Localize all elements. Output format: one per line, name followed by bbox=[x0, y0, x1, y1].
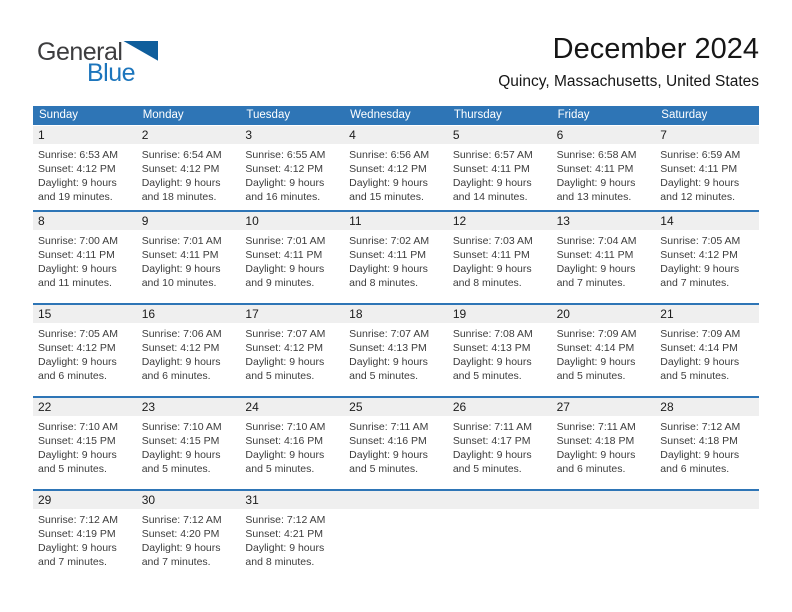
sunset-text: Sunset: 4:16 PM bbox=[349, 435, 427, 447]
day-cell-empty bbox=[552, 509, 656, 569]
sunset-text: Sunset: 4:17 PM bbox=[452, 435, 531, 447]
day-cell bbox=[344, 323, 448, 383]
sunset-text: Sunset: 4:11 PM bbox=[141, 249, 219, 261]
weekday-tuesday: Tuesday bbox=[246, 109, 291, 121]
daylight-text: Daylight: 9 hours and 15 minutes. bbox=[349, 177, 428, 203]
day-cell bbox=[552, 416, 656, 476]
sunrise-text: Sunrise: 7:04 AM bbox=[556, 235, 637, 247]
day-cell bbox=[137, 509, 241, 569]
day-number-band bbox=[33, 398, 759, 416]
sunset-text: Sunset: 4:11 PM bbox=[452, 163, 530, 175]
daylight-text: Daylight: 9 hours and 5 minutes. bbox=[556, 356, 636, 382]
daylight-text: Daylight: 9 hours and 8 minutes. bbox=[245, 542, 325, 568]
day-number: 19 bbox=[452, 307, 467, 321]
sunset-text: Sunset: 4:21 PM bbox=[245, 528, 324, 540]
day-number: 22 bbox=[38, 400, 52, 414]
daylight-text: Daylight: 9 hours and 8 minutes. bbox=[452, 263, 532, 289]
weekday-saturday: Saturday bbox=[661, 109, 708, 121]
day-number: 6 bbox=[556, 128, 564, 142]
calendar-grid bbox=[33, 106, 759, 582]
day-number: 12 bbox=[452, 214, 467, 228]
day-number-band bbox=[33, 305, 759, 323]
daylight-text: Daylight: 9 hours and 12 minutes. bbox=[660, 177, 740, 203]
day-number: 13 bbox=[556, 214, 570, 228]
sunrise-text: Sunrise: 6:59 AM bbox=[660, 149, 741, 161]
day-cell bbox=[655, 416, 759, 476]
sunset-text: Sunset: 4:12 PM bbox=[141, 342, 220, 354]
day-cell bbox=[344, 144, 448, 204]
weekday-header-row bbox=[33, 106, 759, 125]
day-cell bbox=[448, 416, 552, 476]
day-cell bbox=[137, 323, 241, 383]
sunset-text: Sunset: 4:13 PM bbox=[452, 342, 531, 354]
daylight-text: Daylight: 9 hours and 19 minutes. bbox=[38, 177, 117, 203]
day-number: 5 bbox=[452, 128, 460, 142]
sunset-text: Sunset: 4:11 PM bbox=[556, 249, 634, 261]
sunset-text: Sunset: 4:11 PM bbox=[38, 249, 115, 261]
day-details-row bbox=[33, 416, 759, 476]
daylight-text: Daylight: 9 hours and 14 minutes. bbox=[452, 177, 532, 203]
day-cell bbox=[240, 230, 344, 290]
sunset-text: Sunset: 4:11 PM bbox=[349, 249, 426, 261]
weekday-friday: Friday bbox=[557, 109, 590, 121]
sunrise-text: Sunrise: 7:10 AM bbox=[38, 421, 118, 433]
day-number: 28 bbox=[660, 400, 674, 414]
weekday-thursday: Thursday bbox=[453, 109, 502, 121]
day-number-empty bbox=[552, 491, 656, 509]
sunrise-text: Sunrise: 7:11 AM bbox=[349, 421, 429, 433]
sunrise-text: Sunrise: 7:12 AM bbox=[141, 514, 222, 526]
sunset-text: Sunset: 4:14 PM bbox=[660, 342, 738, 354]
sunrise-text: Sunrise: 7:10 AM bbox=[141, 421, 222, 433]
daylight-text: Daylight: 9 hours and 9 minutes. bbox=[245, 263, 325, 289]
day-cell bbox=[344, 416, 448, 476]
weekday-sunday: Sunday bbox=[39, 109, 79, 121]
daylight-text: Daylight: 9 hours and 5 minutes. bbox=[349, 356, 428, 382]
logo-text-general: General bbox=[37, 38, 123, 66]
daylight-text: Daylight: 9 hours and 18 minutes. bbox=[141, 177, 221, 203]
day-number: 1 bbox=[38, 128, 45, 142]
sunrise-text: Sunrise: 7:09 AM bbox=[556, 328, 637, 340]
sunrise-text: Sunrise: 6:57 AM bbox=[452, 149, 533, 161]
day-number: 27 bbox=[556, 400, 570, 414]
page-title: December 2024 bbox=[552, 33, 759, 65]
day-number: 4 bbox=[349, 128, 356, 142]
daylight-text: Daylight: 9 hours and 5 minutes. bbox=[38, 449, 117, 475]
week-row bbox=[33, 210, 759, 303]
day-number: 20 bbox=[556, 307, 570, 321]
day-number: 29 bbox=[38, 493, 52, 507]
sunrise-text: Sunrise: 7:11 AM bbox=[556, 421, 636, 433]
day-cell bbox=[240, 323, 344, 383]
sunset-text: Sunset: 4:15 PM bbox=[38, 435, 116, 447]
weekday-wednesday: Wednesday bbox=[350, 109, 411, 121]
sunset-text: Sunset: 4:20 PM bbox=[141, 528, 220, 540]
sunset-text: Sunset: 4:11 PM bbox=[660, 163, 738, 175]
day-number: 18 bbox=[349, 307, 363, 321]
sunset-text: Sunset: 4:12 PM bbox=[349, 163, 427, 175]
day-cell bbox=[240, 144, 344, 204]
day-number: 25 bbox=[349, 400, 363, 414]
day-cell bbox=[655, 323, 759, 383]
day-number: 16 bbox=[141, 307, 156, 321]
sunset-text: Sunset: 4:12 PM bbox=[141, 163, 220, 175]
page-subtitle: Quincy, Massachusetts, United States bbox=[498, 72, 759, 90]
day-number-band bbox=[33, 491, 759, 509]
sunset-text: Sunset: 4:13 PM bbox=[349, 342, 427, 354]
day-cell-empty bbox=[344, 509, 448, 569]
day-cell bbox=[448, 144, 552, 204]
week-row bbox=[33, 489, 759, 582]
sunrise-text: Sunrise: 7:01 AM bbox=[141, 235, 222, 247]
weekday-monday: Monday bbox=[142, 109, 184, 121]
day-number: 9 bbox=[141, 214, 149, 228]
day-number: 14 bbox=[660, 214, 674, 228]
sunset-text: Sunset: 4:12 PM bbox=[245, 342, 324, 354]
sunset-text: Sunset: 4:16 PM bbox=[245, 435, 324, 447]
sunrise-text: Sunrise: 7:05 AM bbox=[38, 328, 118, 340]
sunrise-text: Sunrise: 6:53 AM bbox=[38, 149, 118, 161]
general-blue-logo bbox=[37, 40, 158, 86]
sunset-text: Sunset: 4:14 PM bbox=[556, 342, 635, 354]
sunset-text: Sunset: 4:12 PM bbox=[245, 163, 324, 175]
day-details-row bbox=[33, 509, 759, 569]
sunrise-text: Sunrise: 6:55 AM bbox=[245, 149, 326, 161]
day-cell bbox=[33, 230, 137, 290]
daylight-text: Daylight: 9 hours and 6 minutes. bbox=[141, 356, 221, 382]
day-number-band bbox=[33, 212, 759, 230]
week-row bbox=[33, 126, 759, 210]
sunrise-text: Sunrise: 7:12 AM bbox=[38, 514, 118, 526]
day-cell bbox=[448, 323, 552, 383]
sunrise-text: Sunrise: 7:08 AM bbox=[452, 328, 533, 340]
day-number-band bbox=[33, 126, 759, 144]
daylight-text: Daylight: 9 hours and 5 minutes. bbox=[452, 356, 532, 382]
day-number-empty bbox=[344, 491, 448, 509]
sunrise-text: Sunrise: 7:07 AM bbox=[245, 328, 326, 340]
day-number: 11 bbox=[349, 214, 362, 228]
day-number: 23 bbox=[141, 400, 156, 414]
day-cell-empty bbox=[448, 509, 552, 569]
daylight-text: Daylight: 9 hours and 16 minutes. bbox=[245, 177, 325, 203]
day-cell bbox=[344, 230, 448, 290]
daylight-text: Daylight: 9 hours and 5 minutes. bbox=[245, 449, 325, 475]
day-number: 10 bbox=[245, 214, 259, 228]
day-cell bbox=[137, 144, 241, 204]
sunset-text: Sunset: 4:18 PM bbox=[556, 435, 635, 447]
sunset-text: Sunset: 4:15 PM bbox=[141, 435, 220, 447]
sunrise-text: Sunrise: 7:09 AM bbox=[660, 328, 741, 340]
day-cell bbox=[552, 323, 656, 383]
day-details-row bbox=[33, 323, 759, 383]
title-block bbox=[498, 34, 759, 91]
sunset-text: Sunset: 4:12 PM bbox=[38, 163, 116, 175]
sunrise-text: Sunrise: 7:11 AM bbox=[452, 421, 533, 433]
sunrise-text: Sunrise: 6:54 AM bbox=[141, 149, 222, 161]
sunrise-text: Sunrise: 7:05 AM bbox=[660, 235, 741, 247]
sunrise-text: Sunrise: 6:56 AM bbox=[349, 149, 430, 161]
sunset-text: Sunset: 4:11 PM bbox=[452, 249, 530, 261]
day-number: 31 bbox=[245, 493, 259, 507]
day-cell bbox=[655, 144, 759, 204]
daylight-text: Daylight: 9 hours and 7 minutes. bbox=[141, 542, 221, 568]
day-cell-empty bbox=[655, 509, 759, 569]
week-row bbox=[33, 396, 759, 489]
calendar-weeks bbox=[33, 126, 759, 582]
sunrise-text: Sunrise: 7:12 AM bbox=[660, 421, 741, 433]
logo-triangle-icon bbox=[123, 41, 158, 61]
sunset-text: Sunset: 4:12 PM bbox=[38, 342, 116, 354]
day-number: 26 bbox=[452, 400, 467, 414]
day-cell bbox=[240, 509, 344, 569]
day-cell bbox=[240, 416, 344, 476]
daylight-text: Daylight: 9 hours and 5 minutes. bbox=[245, 356, 325, 382]
day-number: 8 bbox=[38, 214, 45, 228]
daylight-text: Daylight: 9 hours and 7 minutes. bbox=[660, 263, 740, 289]
day-number: 24 bbox=[245, 400, 259, 414]
day-cell bbox=[33, 509, 137, 569]
daylight-text: Daylight: 9 hours and 13 minutes. bbox=[556, 177, 636, 203]
sunrise-text: Sunrise: 7:02 AM bbox=[349, 235, 430, 247]
logo-text-blue: Blue bbox=[87, 59, 136, 87]
day-cell bbox=[552, 144, 656, 204]
daylight-text: Daylight: 9 hours and 7 minutes. bbox=[556, 263, 636, 289]
day-number: 21 bbox=[660, 307, 674, 321]
sunset-text: Sunset: 4:11 PM bbox=[245, 249, 323, 261]
sunrise-text: Sunrise: 7:03 AM bbox=[452, 235, 533, 247]
daylight-text: Daylight: 9 hours and 7 minutes. bbox=[38, 542, 117, 568]
sunset-text: Sunset: 4:11 PM bbox=[556, 163, 634, 175]
day-number: 30 bbox=[141, 493, 156, 507]
daylight-text: Daylight: 9 hours and 11 minutes. bbox=[38, 263, 117, 289]
sunrise-text: Sunrise: 7:00 AM bbox=[38, 235, 118, 247]
day-cell bbox=[137, 230, 241, 290]
daylight-text: Daylight: 9 hours and 8 minutes. bbox=[349, 263, 428, 289]
day-details-row bbox=[33, 144, 759, 204]
sunrise-text: Sunrise: 6:58 AM bbox=[556, 149, 637, 161]
sunrise-text: Sunrise: 7:01 AM bbox=[245, 235, 326, 247]
week-row bbox=[33, 303, 759, 396]
daylight-text: Daylight: 9 hours and 5 minutes. bbox=[660, 356, 740, 382]
day-number: 2 bbox=[141, 128, 149, 142]
day-number-empty bbox=[448, 491, 552, 509]
day-number-empty bbox=[655, 491, 759, 509]
daylight-text: Daylight: 9 hours and 5 minutes. bbox=[349, 449, 428, 475]
day-cell bbox=[33, 144, 137, 204]
daylight-text: Daylight: 9 hours and 6 minutes. bbox=[38, 356, 117, 382]
sunrise-text: Sunrise: 7:06 AM bbox=[141, 328, 222, 340]
daylight-text: Daylight: 9 hours and 5 minutes. bbox=[452, 449, 532, 475]
day-cell bbox=[448, 230, 552, 290]
day-number: 3 bbox=[245, 128, 253, 142]
sunrise-text: Sunrise: 7:12 AM bbox=[245, 514, 326, 526]
sunrise-text: Sunrise: 7:07 AM bbox=[349, 328, 430, 340]
day-cell bbox=[552, 230, 656, 290]
sunset-text: Sunset: 4:18 PM bbox=[660, 435, 738, 447]
daylight-text: Daylight: 9 hours and 5 minutes. bbox=[141, 449, 221, 475]
daylight-text: Daylight: 9 hours and 6 minutes. bbox=[556, 449, 636, 475]
day-cell bbox=[137, 416, 241, 476]
day-details-row bbox=[33, 230, 759, 290]
day-cell bbox=[655, 230, 759, 290]
day-number: 7 bbox=[660, 128, 667, 142]
day-cell bbox=[33, 416, 137, 476]
sunrise-text: Sunrise: 7:10 AM bbox=[245, 421, 326, 433]
day-number: 15 bbox=[38, 307, 52, 321]
day-cell bbox=[33, 323, 137, 383]
day-number: 17 bbox=[245, 307, 259, 321]
sunset-text: Sunset: 4:19 PM bbox=[38, 528, 116, 540]
daylight-text: Daylight: 9 hours and 6 minutes. bbox=[660, 449, 740, 475]
daylight-text: Daylight: 9 hours and 10 minutes. bbox=[141, 263, 221, 289]
sunset-text: Sunset: 4:12 PM bbox=[660, 249, 738, 261]
